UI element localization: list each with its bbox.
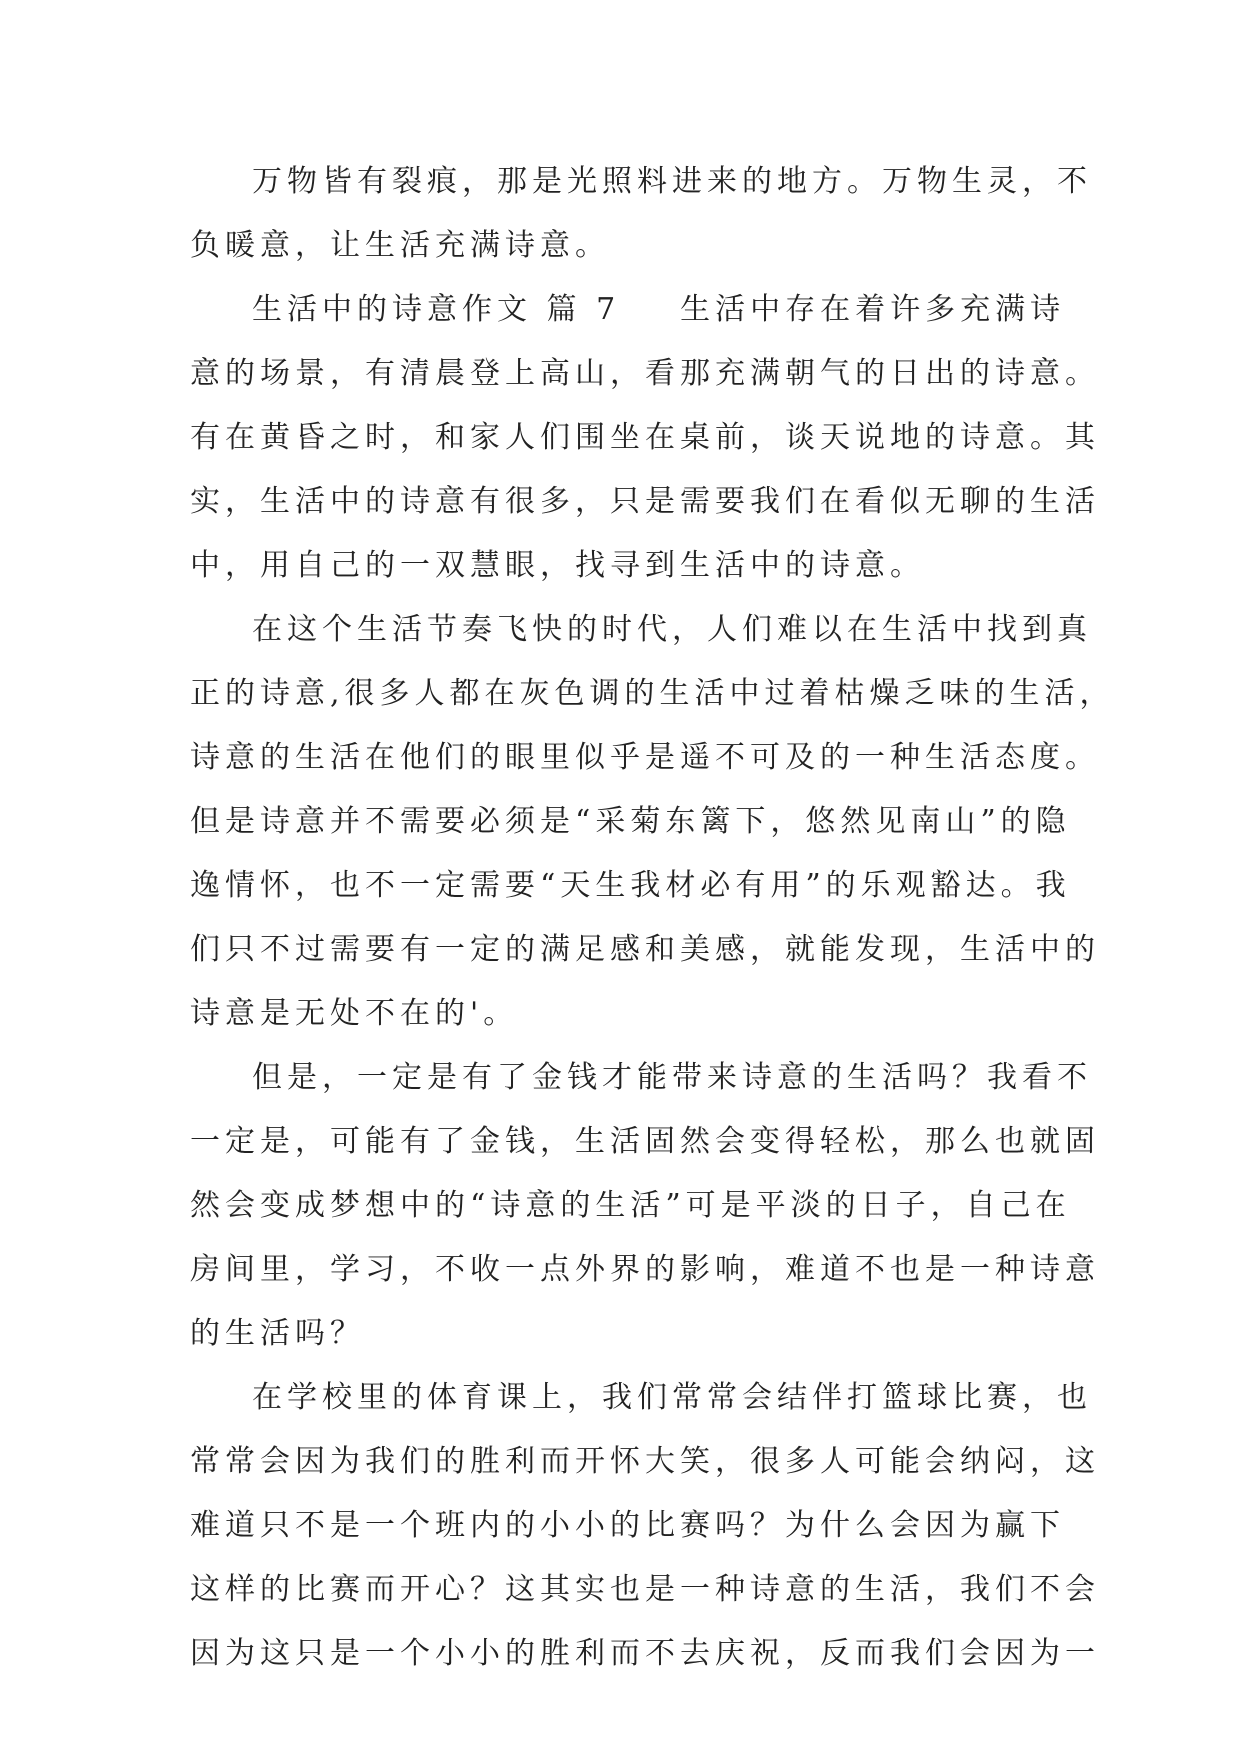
paragraph-line: 逸情怀，也不一定需要“天生我材必有用”的乐观豁达。我 xyxy=(190,868,1071,903)
paragraph-line: 正的诗意,很多人都在灰色调的生活中过着枯燥乏味的生活， xyxy=(190,676,1115,711)
paragraph-line: 一定是，可能有了金钱，生活固然会变得轻松，那么也就固 xyxy=(190,1124,1100,1159)
paragraph-line: 但是诗意并不需要必须是“采菊东篱下，悠然见南山”的隐 xyxy=(190,804,1071,839)
paragraph-line: 的生活吗？ xyxy=(190,1316,365,1351)
section-heading: 生活中的诗意作文 篇 7 xyxy=(252,292,621,327)
paragraph-line: 但是，一定是有了金钱才能带来诗意的生活吗？我看不 xyxy=(252,1060,1092,1095)
paragraph-line: 诗意是无处不在的'。 xyxy=(190,996,519,1031)
paragraph-line: 难道只不是一个班内的小小的比赛吗？为什么会因为赢下 xyxy=(190,1508,1065,1543)
paragraph-line: 因为这只是一个小小的胜利而不去庆祝，反而我们会因为一 xyxy=(190,1636,1100,1671)
paragraph-line: 万物皆有裂痕，那是光照料进来的地方。万物生灵，不 xyxy=(252,164,1092,199)
paragraph-line: 诗意的生活在他们的眼里似乎是遥不可及的一种生活态度。 xyxy=(190,740,1100,775)
paragraph-line: 负暖意，让生活充满诗意。 xyxy=(190,228,610,263)
article-body xyxy=(190,150,1115,1686)
paragraph-line: 常常会因为我们的胜利而开怀大笑，很多人可能会纳闷，这 xyxy=(190,1444,1100,1479)
paragraph-line: 实，生活中的诗意有很多，只是需要我们在看似无聊的生活 xyxy=(190,484,1100,519)
paragraph-line: 这样的比赛而开心？这其实也是一种诗意的生活，我们不会 xyxy=(190,1572,1100,1607)
paragraph-line: 们只不过需要有一定的满足感和美感，就能发现，生活中的 xyxy=(190,932,1100,967)
section-heading-line xyxy=(190,278,1066,342)
paragraph-line: 房间里，学习，不收一点外界的影响，难道不也是一种诗意 xyxy=(190,1252,1100,1287)
paragraph-line: 在学校里的体育课上，我们常常会结伴打篮球比赛，也 xyxy=(252,1380,1092,1415)
paragraph-line: 有在黄昏之时，和家人们围坐在桌前，谈天说地的诗意。其 xyxy=(190,420,1100,455)
paragraph-line: 意的场景，有清晨登上高山，看那充满朝气的日出的诗意。 xyxy=(190,356,1100,391)
paragraph-line: 中，用自己的一双慧眼，找寻到生活中的诗意。 xyxy=(190,548,925,583)
paragraph-line: 在这个生活节奏飞快的时代，人们难以在生活中找到真 xyxy=(252,612,1092,647)
paragraph-text: 生活中存在着许多充满诗 xyxy=(680,292,1066,327)
paragraph-line: 然会变成梦想中的“诗意的生活”可是平淡的日子，自己在 xyxy=(190,1188,1071,1223)
